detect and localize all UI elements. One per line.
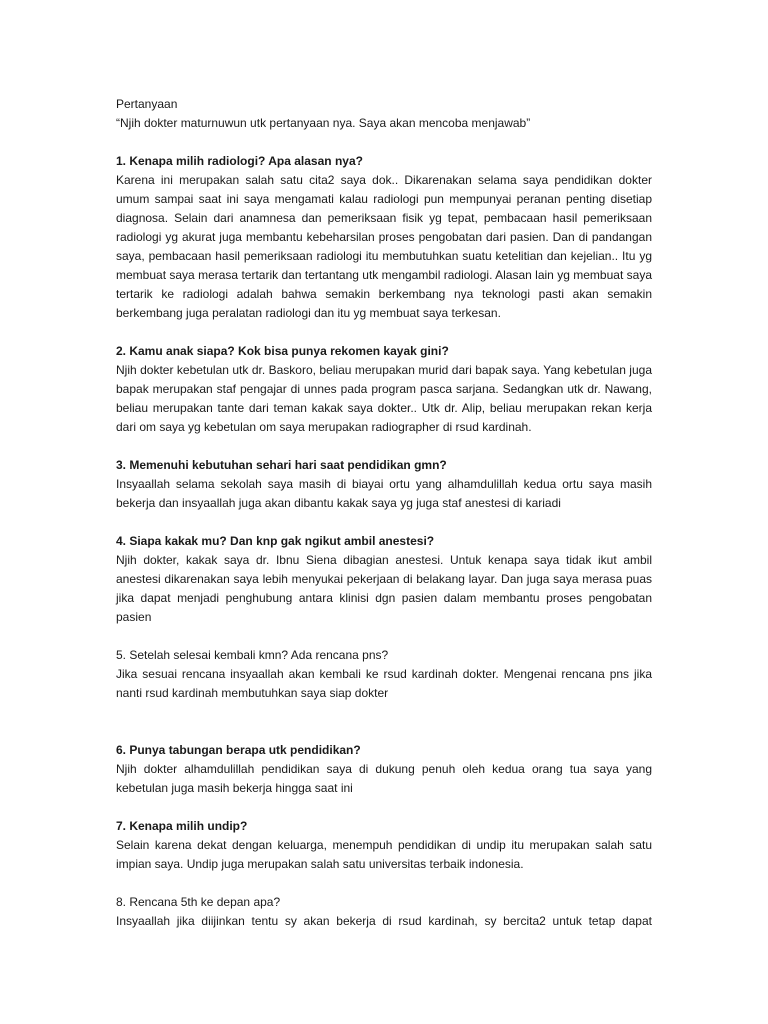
spacer: [116, 437, 652, 456]
question-2: 2. Kamu anak siapa? Kok bisa punya rekomen kayak gini?: [116, 344, 449, 358]
spacer: [116, 513, 652, 532]
document-intro: “Njih dokter maturnuwun utk pertanyaan nya. Saya akan mencoba menjawab”: [116, 116, 531, 130]
question-7: 7. Kenapa milih undip?: [116, 819, 248, 833]
spacer: [116, 798, 652, 817]
question-6: 6. Punya tabungan berapa utk pendidikan?: [116, 743, 361, 757]
answer-4: Njih dokter, kakak saya dr. Ibnu Siena dibagian anestesi. Untuk kenapa saya tidak ikut ambil anestesi dikarenakan saya lebih menyukai pekerjaan di belakang layar. Dan juga saya merasa puas jika dapat menjadi penghubung antara klinisi dgn pasien dalam membantu proses pengobatan pasien: [116, 553, 652, 624]
spacer: [116, 133, 652, 152]
spacer: [116, 323, 652, 342]
answer-1: Karena ini merupakan salah satu cita2 saya dok.. Dikarenakan selama saya pendidikan dokter umum sampai saat ini saya mengamati kalau radiologi pun mempunyai peranan penting disetiap diagnosa. Selain dari anamnesa dan pemeriksaan fisik yg tepat, pembacaan hasil pemeriksaan radiologi yg akurat juga membantu kebeharsilan proses pengobatan dari pasien. Dan di pandangan saya, pembacaan hasil pemeriksaan radiologi itu membutuhkan suatu ketelitian dan kejelian.. Itu yg membuat saya merasa tertarik dan tertantang utk mengambil radiologi. Alasan lain yg membuat saya tertarik ke radiologi adalah bahwa semakin berkembang nya teknologi pasti akan semakin berkembang juga peralatan radiologi dan itu yg membuat saya terkesan.: [116, 173, 652, 320]
answer-3: Insyaallah selama sekolah saya masih di biayai ortu yang alhamdulillah kedua ortu saya masih bekerja dan insyaallah juga akan dibantu kakak saya yg juga staf anestesi di kariadi: [116, 477, 652, 510]
answer-6: Njih dokter alhamdulillah pendidikan saya di dukung penuh oleh kedua orang tua saya yang kebetulan juga masih bekerja hingga saat ini: [116, 762, 652, 795]
spacer: [116, 703, 652, 741]
answer-7: Selain karena dekat dengan keluarga, menempuh pendidikan di undip itu merupakan salah satu impian saya. Undip juga merupakan salah satu universitas terbaik indonesia.: [116, 838, 652, 871]
question-4: 4. Siapa kakak mu? Dan knp gak ngikut ambil anestesi?: [116, 534, 435, 548]
answer-8: Insyaallah jika diijinkan tentu sy akan bekerja di rsud kardinah, sy bercita2 untuk tetap dapat: [116, 914, 652, 928]
spacer: [116, 627, 652, 646]
document-body: [116, 95, 652, 931]
document-title: Pertanyaan: [116, 97, 178, 111]
question-8: 8. Rencana 5th ke depan apa?: [116, 895, 281, 909]
spacer: [116, 874, 652, 893]
answer-5: Jika sesuai rencana insyaallah akan kembali ke rsud kardinah dokter. Mengenai rencana pns jika nanti rsud kardinah membutuhkan saya siap dokter: [116, 667, 652, 700]
question-3: 3. Memenuhi kebutuhan sehari hari saat pendidikan gmn?: [116, 458, 447, 472]
answer-2: Njih dokter kebetulan utk dr. Baskoro, beliau merupakan murid dari bapak saya. Yang kebetulan juga bapak merupakan staf pengajar di unnes pada program pasca sarjana. Sedangkan utk dr. Nawang, beliau merupakan tante dari teman kakak saya dokter.. Utk dr. Alip, beliau merupakan rekan kerja dari om saya yg kebetulan om saya merupakan radiographer di rsud kardinah.: [116, 363, 652, 434]
question-5: 5. Setelah selesai kembali kmn? Ada rencana pns?: [116, 648, 389, 662]
question-1: 1. Kenapa milih radiologi? Apa alasan nya?: [116, 154, 363, 168]
